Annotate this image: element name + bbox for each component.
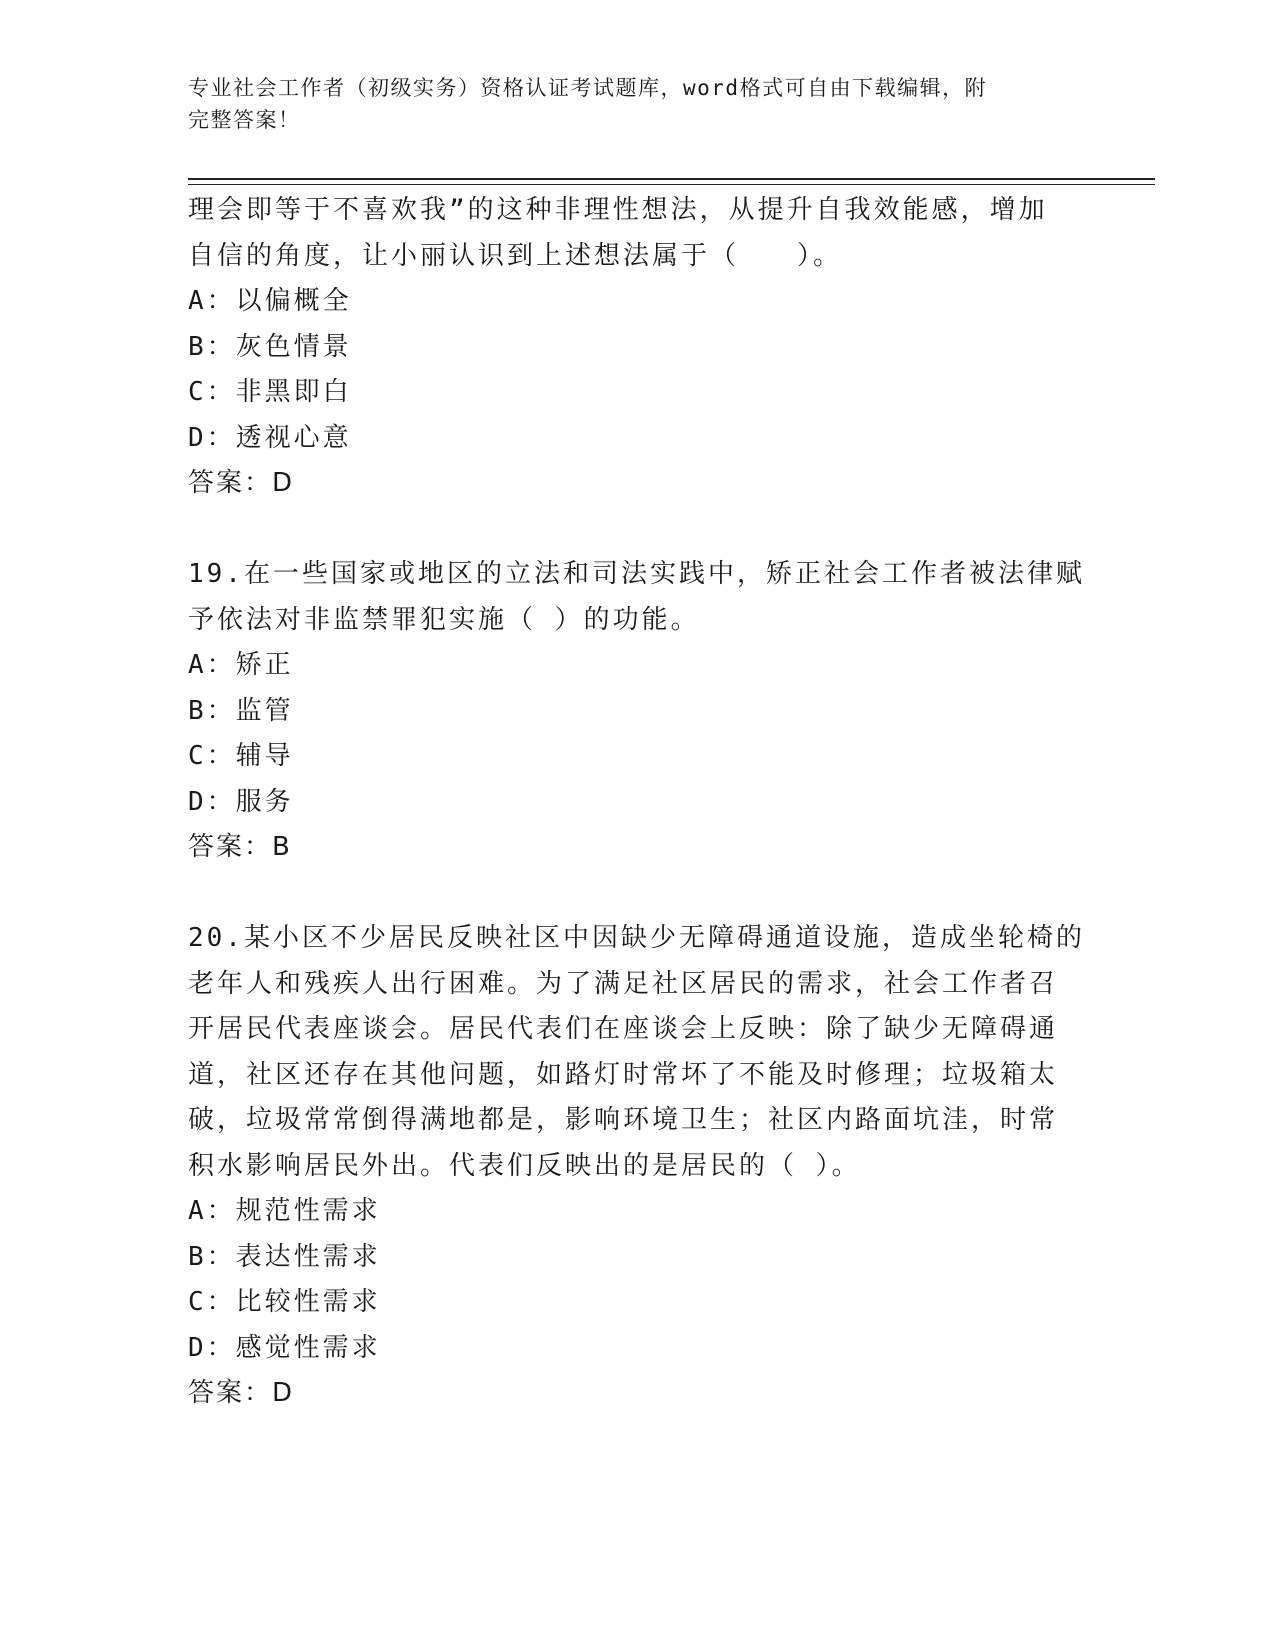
question-stem: 理会即等于不喜欢我”的这种非理性想法，从提升自我效能感，增加 [188, 195, 1048, 225]
question-stem: 积水影响居民外出。代表们反映出的是居民的（ ）。 [188, 1150, 861, 1181]
answer: 答案：B [188, 832, 292, 862]
answer: 答案：D [188, 1378, 295, 1408]
spacer [188, 871, 1088, 917]
question-stem: 予依法对非监禁罪犯实施（ ）的功能。 [188, 604, 700, 635]
option-d: D：透视心意 [188, 422, 352, 453]
question-stem: 道，社区还存在其他问题，如路灯时常坏了不能及时修理；垃圾箱太 [188, 1059, 1059, 1090]
header-divider-thin [188, 184, 1155, 185]
document-body [188, 188, 1088, 1417]
spacer [188, 507, 1088, 553]
option-b: B：监管 [188, 695, 294, 726]
answer: 答案：D [188, 468, 295, 498]
option-a: A：矫正 [188, 650, 294, 680]
question-stem: 自信的角度，让小丽认识到上述想法属于（ ）。 [188, 240, 843, 271]
option-d: D：服务 [188, 786, 294, 817]
question-stem: 19.在一些国家或地区的立法和司法实践中，矫正社会工作者被法律赋 [188, 559, 1085, 589]
question-stem: 老年人和残疾人出行困难。为了满足社区居民的需求，社会工作者召 [188, 968, 1059, 999]
option-b: B：灰色情景 [188, 331, 352, 362]
header-line-1: 专业社会工作者（初级实务）资格认证考试题库，word格式可自由下载编辑，附 [188, 76, 988, 100]
question-stem: 破，垃圾常常倒得满地都是，影响环境卫生；社区内路面坑洼，时常 [188, 1105, 1059, 1135]
question-stem: 开居民代表座谈会。居民代表们在座谈会上反映：除了缺少无障碍通 [188, 1014, 1059, 1044]
option-b: B：表达性需求 [188, 1241, 381, 1272]
page-header [188, 72, 1068, 136]
option-d: D：感觉性需求 [188, 1332, 381, 1363]
question-18 [188, 188, 1088, 507]
question-19 [188, 552, 1088, 871]
option-c: C：非黑即白 [188, 377, 352, 407]
option-c: C：比较性需求 [188, 1287, 381, 1317]
option-a: A：以偏概全 [188, 286, 352, 316]
header-line-2: 完整答案！ [188, 108, 301, 132]
header-divider [188, 178, 1155, 180]
question-stem: 20.某小区不少居民反映社区中因缺少无障碍通道设施，造成坐轮椅的 [188, 923, 1085, 953]
question-20 [188, 916, 1088, 1417]
option-c: C：辅导 [188, 741, 294, 771]
option-a: A：规范性需求 [188, 1196, 381, 1226]
